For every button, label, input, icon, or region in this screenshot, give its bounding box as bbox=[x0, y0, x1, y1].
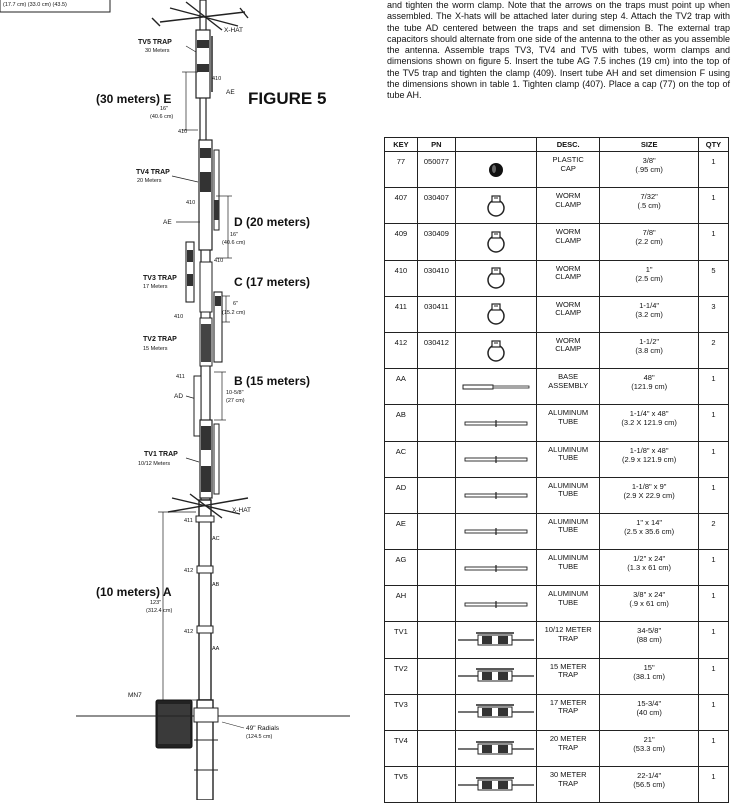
part-desc-line1: WORM bbox=[555, 191, 581, 201]
part-desc-line2: TUBE bbox=[558, 561, 579, 571]
part-size-imperial: 34-5/8" bbox=[637, 626, 662, 636]
dim-b-value: 10-5/8" bbox=[226, 390, 244, 396]
part-image bbox=[455, 152, 536, 188]
part-desc bbox=[536, 260, 599, 296]
part-size-imperial: 1/2" x 24" bbox=[633, 554, 666, 564]
part-qty: 1 bbox=[698, 550, 728, 586]
part-size bbox=[600, 441, 699, 477]
tv5-trap-band: 30 Meters bbox=[145, 48, 170, 54]
clamp-412-label-b: 412 bbox=[184, 629, 194, 635]
part-key: AH bbox=[385, 586, 418, 622]
ae-label-2: AE bbox=[163, 219, 172, 226]
part-size-imperial: 15-3/4" bbox=[637, 698, 662, 708]
part-key: TV5 bbox=[385, 767, 418, 803]
part-number bbox=[417, 731, 455, 767]
part-qty: 1 bbox=[698, 658, 728, 694]
part-qty: 2 bbox=[698, 513, 728, 549]
part-size bbox=[600, 513, 699, 549]
tv4-trap-label: TV4 TRAP bbox=[136, 169, 170, 176]
part-size-metric: (40 cm) bbox=[636, 707, 662, 717]
ac-label: AC bbox=[212, 536, 220, 542]
part-size bbox=[600, 767, 699, 803]
header-desc: DESC. bbox=[536, 138, 599, 152]
tube-icon bbox=[456, 526, 536, 536]
part-desc bbox=[536, 405, 599, 441]
part-size-metric: (2.9 x 121.9 cm) bbox=[622, 454, 677, 464]
part-size-metric: (121.9 cm) bbox=[631, 382, 668, 392]
part-size-metric: (3.2 X 121.9 cm) bbox=[621, 418, 677, 428]
ae-label-1: AE bbox=[226, 89, 235, 96]
part-key: 77 bbox=[385, 152, 418, 188]
part-number bbox=[417, 586, 455, 622]
part-desc-line1: ALUMINUM bbox=[548, 516, 589, 526]
part-image bbox=[455, 296, 536, 332]
part-desc-line2: CLAMP bbox=[555, 308, 582, 318]
tv3-trap-band: 17 Meters bbox=[143, 284, 168, 290]
part-size-metric: (.5 cm) bbox=[637, 201, 661, 211]
figure-title: FIGURE 5 bbox=[248, 89, 327, 108]
dim-a-label: (10 meters) A bbox=[96, 585, 172, 599]
part-key: 407 bbox=[385, 188, 418, 224]
clamp-410-label-c: 410 bbox=[186, 200, 196, 206]
part-size-imperial: 1" x 14" bbox=[636, 517, 663, 527]
clamp-410-label-b: 410 bbox=[178, 129, 188, 135]
part-image bbox=[455, 513, 536, 549]
part-size bbox=[600, 332, 699, 368]
part-size-imperial: 48" bbox=[643, 373, 655, 383]
radials-label: 49" Radials bbox=[246, 725, 280, 732]
part-image bbox=[455, 224, 536, 260]
part-image bbox=[455, 332, 536, 368]
part-size-imperial: 1-1/8" x 48" bbox=[629, 445, 669, 455]
trap-icon bbox=[456, 740, 536, 758]
part-image bbox=[455, 477, 536, 513]
part-qty: 1 bbox=[698, 731, 728, 767]
part-desc bbox=[536, 513, 599, 549]
table-row bbox=[385, 622, 729, 658]
clamp-icon bbox=[456, 267, 536, 289]
part-desc bbox=[536, 369, 599, 405]
part-qty: 1 bbox=[698, 622, 728, 658]
part-image bbox=[455, 369, 536, 405]
part-size-metric: (38.1 cm) bbox=[633, 671, 665, 681]
part-size bbox=[600, 731, 699, 767]
part-size-imperial: 21" bbox=[643, 735, 655, 744]
part-desc-line1: ALUMINUM bbox=[548, 408, 589, 418]
part-qty: 1 bbox=[698, 477, 728, 513]
part-desc bbox=[536, 658, 599, 694]
mn7-label: MN7 bbox=[128, 692, 142, 699]
part-desc-line2: TUBE bbox=[558, 597, 579, 607]
part-desc-line1: 10/12 METER bbox=[544, 625, 592, 635]
part-qty: 1 bbox=[698, 586, 728, 622]
part-image bbox=[455, 731, 536, 767]
part-desc-line2: ASSEMBLY bbox=[548, 380, 589, 390]
header-size: SIZE bbox=[600, 138, 699, 152]
part-size-imperial: 3/8" x 24" bbox=[633, 590, 666, 600]
clamp-410-label-d: 410 bbox=[214, 258, 224, 264]
table-row bbox=[385, 260, 729, 296]
part-desc-line2: TRAP bbox=[558, 633, 579, 643]
tube-icon bbox=[456, 599, 536, 609]
part-desc-line1: ALUMINUM bbox=[548, 480, 589, 490]
clamp-icon bbox=[456, 195, 536, 217]
part-number: 030410 bbox=[417, 260, 455, 296]
part-desc-line1: WORM bbox=[555, 227, 581, 237]
part-desc-line1: BASE bbox=[558, 372, 579, 382]
part-size-metric: (1.3 x 61 cm) bbox=[627, 563, 672, 573]
part-image bbox=[455, 622, 536, 658]
table-row bbox=[385, 224, 729, 260]
part-desc bbox=[536, 188, 599, 224]
dim-a-value: 123" bbox=[150, 600, 162, 606]
part-qty: 2 bbox=[698, 332, 728, 368]
part-size-metric: (.9 x 61 cm) bbox=[629, 599, 669, 609]
dim-b-cm: (27 cm) bbox=[226, 398, 245, 404]
dim-d-cm: (40.6 cm) bbox=[222, 240, 246, 246]
part-size-imperial: 15" bbox=[643, 662, 655, 672]
part-desc-line2: TRAP bbox=[558, 778, 579, 788]
part-desc-line1: PLASTIC bbox=[552, 155, 584, 164]
parts-table bbox=[384, 137, 729, 803]
table-row bbox=[385, 152, 729, 188]
dim-e-label: (30 meters) E bbox=[96, 92, 172, 106]
part-size-metric: (3.2 cm) bbox=[635, 309, 663, 319]
ad-label: AD bbox=[174, 393, 184, 400]
tv4-trap-drawing bbox=[199, 140, 219, 250]
dim-c-value: 6" bbox=[233, 301, 239, 307]
table-row bbox=[385, 369, 729, 405]
part-size-imperial: 3/8" bbox=[642, 156, 656, 165]
part-size-metric: (2.9 X 22.9 cm) bbox=[623, 490, 675, 500]
table-row bbox=[385, 441, 729, 477]
tv3-trap-label: TV3 TRAP bbox=[143, 275, 177, 282]
table-row bbox=[385, 550, 729, 586]
part-size-imperial: 1-1/8" x 9" bbox=[631, 481, 667, 491]
part-size bbox=[600, 694, 699, 730]
part-image bbox=[455, 694, 536, 730]
part-number bbox=[417, 694, 455, 730]
part-image bbox=[455, 405, 536, 441]
part-size-metric: (.95 cm) bbox=[635, 165, 663, 174]
base-tube-icon bbox=[456, 382, 536, 392]
dim-d-value: 16" bbox=[230, 232, 239, 238]
tube-icon bbox=[456, 490, 536, 500]
part-size-metric: (3.8 cm) bbox=[635, 345, 663, 355]
part-desc-line2: TUBE bbox=[558, 525, 579, 535]
table-row bbox=[385, 405, 729, 441]
part-desc bbox=[536, 731, 599, 767]
part-key: TV4 bbox=[385, 731, 418, 767]
tv1-trap-label: TV1 TRAP bbox=[144, 451, 178, 458]
part-size bbox=[600, 224, 699, 260]
part-number bbox=[417, 622, 455, 658]
part-key: 411 bbox=[385, 296, 418, 332]
part-size-imperial: 1-1/4" bbox=[639, 300, 660, 310]
part-number bbox=[417, 767, 455, 803]
part-size bbox=[600, 296, 699, 332]
part-size bbox=[600, 586, 699, 622]
table-header-row bbox=[385, 138, 729, 152]
part-number bbox=[417, 369, 455, 405]
part-key: 410 bbox=[385, 260, 418, 296]
part-key: AE bbox=[385, 513, 418, 549]
header-qty: QTY bbox=[698, 138, 728, 152]
clamp-icon bbox=[456, 340, 536, 362]
part-desc bbox=[536, 767, 599, 803]
trap-icon bbox=[456, 703, 536, 721]
header-pn: PN bbox=[417, 138, 455, 152]
part-size-metric: (53.3 cm) bbox=[633, 744, 665, 753]
part-qty: 1 bbox=[698, 405, 728, 441]
part-desc-line1: ALUMINUM bbox=[548, 589, 589, 599]
part-qty: 3 bbox=[698, 296, 728, 332]
part-key: 412 bbox=[385, 332, 418, 368]
tv5-trap-drawing bbox=[196, 30, 212, 98]
part-size-metric: (88 cm) bbox=[636, 635, 662, 645]
header-image bbox=[455, 138, 536, 152]
clamp-icon bbox=[456, 303, 536, 325]
table-row bbox=[385, 658, 729, 694]
cap-icon bbox=[456, 162, 536, 178]
header-key: KEY bbox=[385, 138, 418, 152]
part-size bbox=[600, 369, 699, 405]
part-desc bbox=[536, 441, 599, 477]
table-row bbox=[385, 188, 729, 224]
part-desc bbox=[536, 332, 599, 368]
table-row bbox=[385, 296, 729, 332]
part-desc bbox=[536, 586, 599, 622]
table-row bbox=[385, 513, 729, 549]
part-size-metric: (2.5 cm) bbox=[635, 273, 663, 283]
part-size bbox=[600, 622, 699, 658]
part-desc bbox=[536, 550, 599, 586]
dim-c-label: C (17 meters) bbox=[234, 275, 311, 289]
part-key: AG bbox=[385, 550, 418, 586]
part-desc bbox=[536, 477, 599, 513]
part-qty: 1 bbox=[698, 188, 728, 224]
part-size bbox=[600, 260, 699, 296]
table-row bbox=[385, 332, 729, 368]
part-key: TV3 bbox=[385, 694, 418, 730]
part-desc bbox=[536, 694, 599, 730]
part-size-imperial: 22-1/4" bbox=[637, 771, 662, 781]
radials-cm: (124.5 cm) bbox=[246, 734, 273, 740]
dim-e-value: 16" bbox=[160, 106, 169, 112]
part-desc-line1: 17 METER bbox=[549, 697, 587, 707]
part-key: AB bbox=[385, 405, 418, 441]
part-number bbox=[417, 405, 455, 441]
part-size-metric: (2.5 x 35.6 cm) bbox=[624, 526, 675, 536]
part-number: 050077 bbox=[417, 152, 455, 188]
part-qty: 5 bbox=[698, 260, 728, 296]
part-desc bbox=[536, 296, 599, 332]
tv2-trap-band: 15 Meters bbox=[143, 346, 168, 352]
xhat-bottom-label: X-HAT bbox=[232, 507, 252, 514]
clamp-410-label-a: 410 bbox=[212, 76, 222, 82]
part-size-metric: (56.5 cm) bbox=[633, 780, 665, 790]
antenna-assembly-diagram bbox=[0, 0, 370, 800]
part-size-imperial: 7/32" bbox=[640, 192, 658, 202]
tv4-trap-band: 20 Meters bbox=[137, 178, 162, 184]
assembly-instructions bbox=[387, 0, 730, 102]
instructions-paragraph: and tighten the worm clamp. Note that the arrows on the traps must point up when assembled. The X-hats will be attached later during step 4. Attach the TV2 trap with the tube AD centered between the traps and set dimension B. The external trap capacitors should alternate from one side of the antenna to the other as you assemble the antenna. Assemble traps TV3, TV4 and TV5 with tubes, worm clamps and dimensions shown on figure 5. Insert the tube AG 7.5 inches (19 cm) into the top of the TV5 trap and tighten the clamp (409). Insert tube AH and set dimension F using the dimensions shown in table 1. Tighten clamp (407). Place a cap (77) on the top of tube AH. bbox=[387, 0, 730, 101]
dim-c-cm: (15.2 cm) bbox=[222, 310, 246, 316]
part-key: AD bbox=[385, 477, 418, 513]
part-desc-line1: WORM bbox=[555, 335, 581, 345]
tv1-trap-drawing bbox=[200, 420, 219, 498]
part-desc-line1: ALUMINUM bbox=[548, 553, 589, 563]
trap-icon bbox=[456, 776, 536, 794]
clamp-410-label-e: 410 bbox=[174, 314, 184, 320]
part-size bbox=[600, 477, 699, 513]
part-size-imperial: 1-1/4" x 48" bbox=[629, 409, 669, 419]
tv1-trap-band: 10/12 Meters bbox=[138, 461, 171, 467]
part-desc-line1: 20 METER bbox=[549, 734, 587, 743]
part-desc-line1: 30 METER bbox=[549, 770, 587, 780]
part-desc-line2: CLAMP bbox=[555, 199, 582, 209]
part-desc-line2: CLAMP bbox=[555, 272, 582, 282]
part-desc-line2: CLAMP bbox=[555, 344, 582, 354]
tube-icon bbox=[456, 454, 536, 464]
part-image bbox=[455, 188, 536, 224]
part-key: 409 bbox=[385, 224, 418, 260]
tube-icon bbox=[456, 418, 536, 428]
trap-icon bbox=[456, 631, 536, 649]
part-image bbox=[455, 441, 536, 477]
clamp-411-label-a: 411 bbox=[176, 374, 185, 380]
part-number: 030412 bbox=[417, 332, 455, 368]
part-size-imperial: 1" bbox=[645, 264, 653, 274]
dim-b-line bbox=[214, 372, 226, 420]
part-size bbox=[600, 550, 699, 586]
part-qty: 1 bbox=[698, 224, 728, 260]
clamp-411-label-b: 411 bbox=[184, 518, 193, 524]
part-qty: 1 bbox=[698, 441, 728, 477]
part-desc bbox=[536, 224, 599, 260]
part-qty: 1 bbox=[698, 152, 728, 188]
part-number bbox=[417, 513, 455, 549]
part-image bbox=[455, 767, 536, 803]
part-desc-line2: TUBE bbox=[558, 416, 579, 426]
part-desc-line2: CLAMP bbox=[555, 235, 582, 245]
table-row bbox=[385, 694, 729, 730]
part-desc-line2: TUBE bbox=[558, 453, 579, 462]
tube-icon bbox=[456, 563, 536, 573]
part-desc-line1: WORM bbox=[555, 263, 581, 273]
part-desc-line2: TRAP bbox=[558, 742, 579, 752]
xhat-top-label: X-HAT bbox=[224, 27, 244, 34]
table-row bbox=[385, 586, 729, 622]
dim-b-label: B (15 meters) bbox=[234, 374, 311, 388]
clamp-icon bbox=[456, 231, 536, 253]
table-row bbox=[385, 767, 729, 803]
part-size-imperial: 7/8" bbox=[642, 228, 656, 238]
trap-icon bbox=[456, 667, 536, 685]
part-qty: 1 bbox=[698, 767, 728, 803]
clamp-412-label-a: 412 bbox=[184, 568, 194, 574]
part-size bbox=[600, 405, 699, 441]
part-desc bbox=[536, 622, 599, 658]
part-desc-line2: TRAP bbox=[558, 670, 579, 680]
dim-e-cm: (40.6 cm) bbox=[150, 114, 174, 120]
part-image bbox=[455, 550, 536, 586]
part-number bbox=[417, 441, 455, 477]
part-number bbox=[417, 477, 455, 513]
part-desc-line1: ALUMINUM bbox=[548, 444, 589, 454]
part-number bbox=[417, 550, 455, 586]
ab-label: AB bbox=[212, 582, 220, 588]
part-size bbox=[600, 152, 699, 188]
part-desc-line1: 15 METER bbox=[549, 661, 587, 671]
part-number: 030411 bbox=[417, 296, 455, 332]
table-row bbox=[385, 731, 729, 767]
corner-text: (17.7 cm) (33.0 cm) (43.5) bbox=[3, 2, 67, 8]
part-qty: 1 bbox=[698, 694, 728, 730]
dim-a-cm: (312.4 cm) bbox=[146, 608, 173, 614]
tv2-trap-label: TV2 TRAP bbox=[143, 336, 177, 343]
part-image bbox=[455, 658, 536, 694]
part-key: AA bbox=[385, 369, 418, 405]
table-row bbox=[385, 477, 729, 513]
part-size-metric: (2.2 cm) bbox=[635, 237, 663, 247]
tv5-trap-label: TV5 TRAP bbox=[138, 39, 172, 46]
part-desc-line1: WORM bbox=[555, 299, 581, 309]
part-size bbox=[600, 188, 699, 224]
part-desc-line2: TRAP bbox=[558, 706, 579, 716]
part-number: 030409 bbox=[417, 224, 455, 260]
part-key: AC bbox=[385, 441, 418, 477]
part-number: 030407 bbox=[417, 188, 455, 224]
part-desc-line2: TUBE bbox=[558, 489, 579, 499]
part-desc-line2: CAP bbox=[560, 163, 576, 173]
dim-d-label: D (20 meters) bbox=[234, 215, 311, 229]
part-desc bbox=[536, 152, 599, 188]
part-key: TV1 bbox=[385, 622, 418, 658]
mn7-box bbox=[156, 700, 192, 748]
part-key: TV2 bbox=[385, 658, 418, 694]
part-qty: 1 bbox=[698, 369, 728, 405]
part-size-imperial: 1-1/2" bbox=[639, 336, 660, 346]
part-number bbox=[417, 658, 455, 694]
part-size bbox=[600, 658, 699, 694]
part-image bbox=[455, 260, 536, 296]
part-image bbox=[455, 586, 536, 622]
aa-label: AA bbox=[212, 646, 220, 652]
dim-a-line bbox=[158, 512, 196, 700]
